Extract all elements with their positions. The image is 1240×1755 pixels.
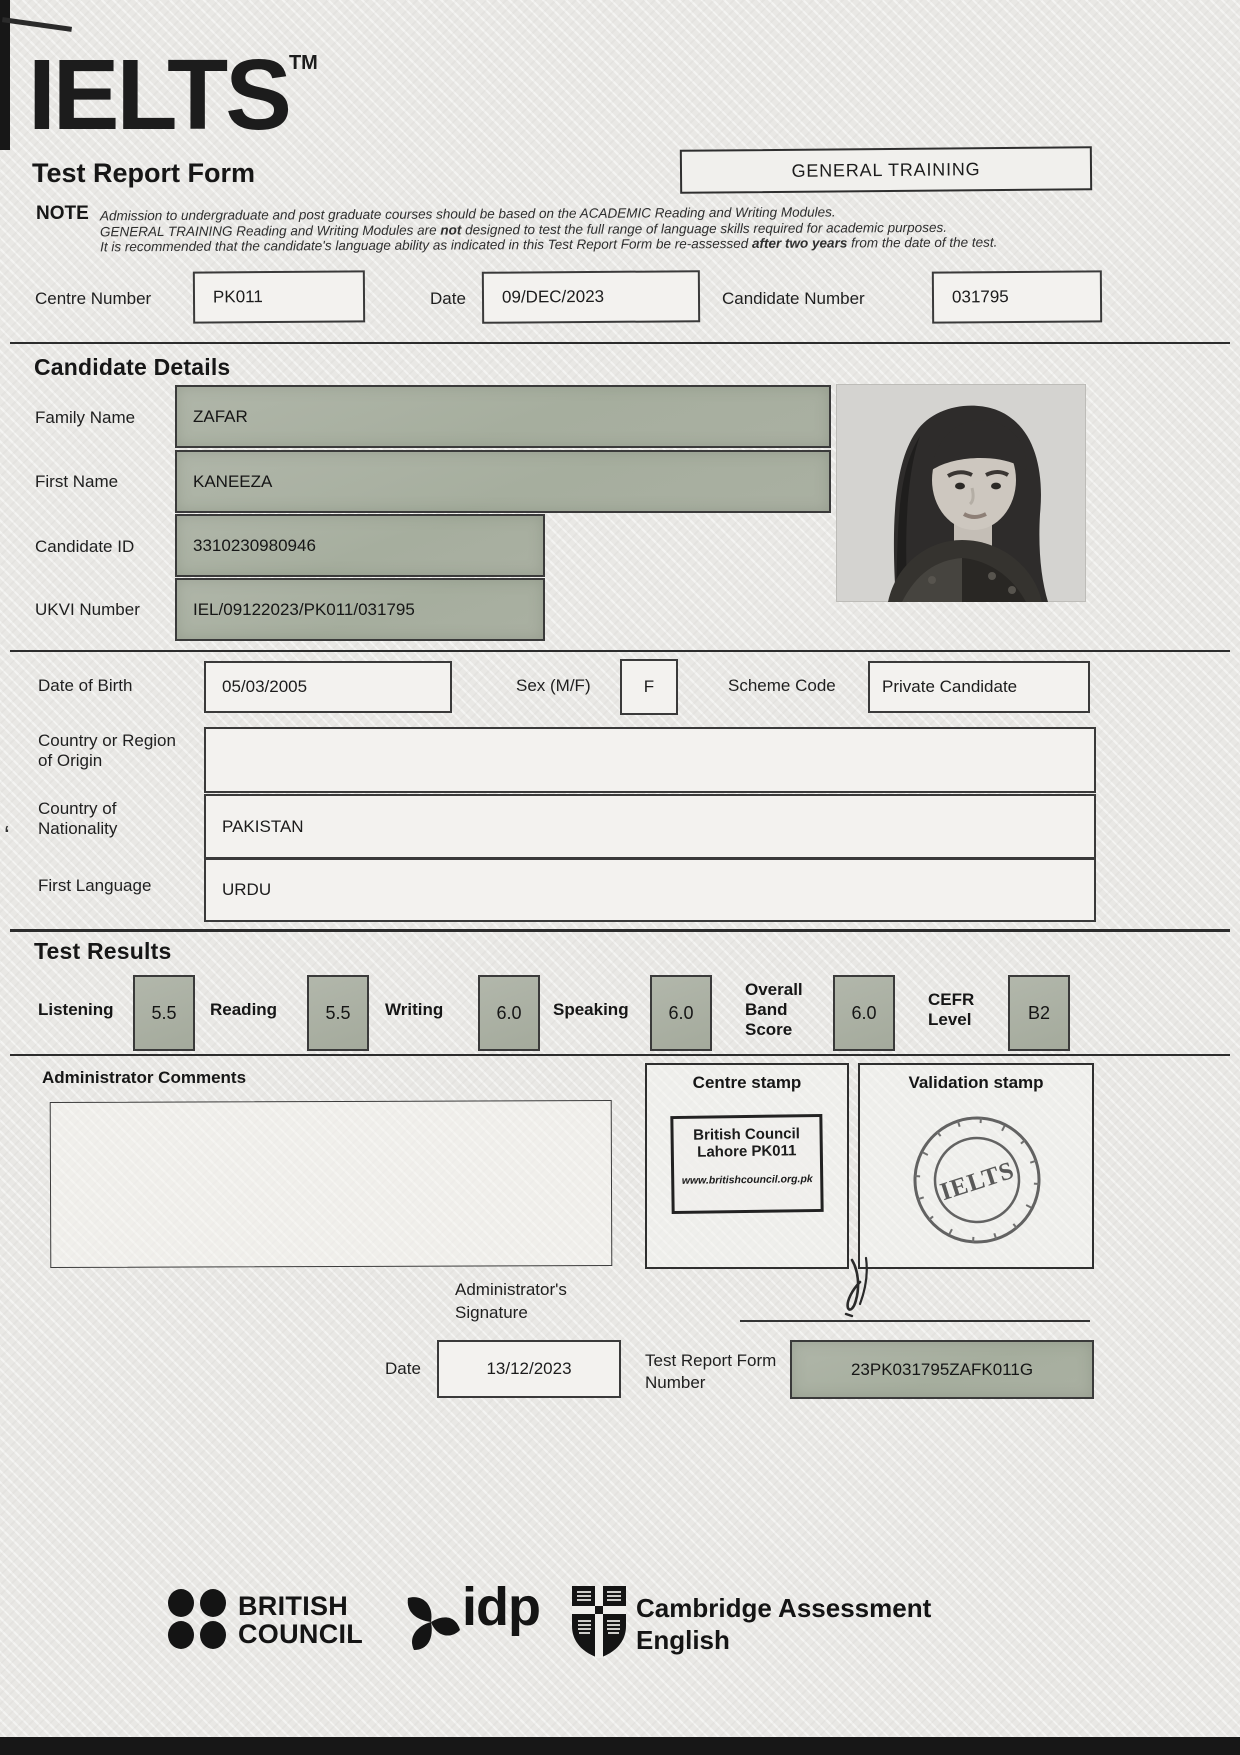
sex-field: F [620,659,678,715]
date-of-birth-field: 05/03/2005 [204,661,452,713]
first-language-field: URDU [204,858,1096,922]
british-council-wordmark: BRITISH COUNCIL [238,1591,364,1649]
section-divider [10,342,1230,344]
signature-line [740,1320,1090,1322]
section-divider [10,929,1230,932]
issue-date-label: Date [385,1359,421,1378]
ukvi-number-field: IEL/09122023/PK011/031795 [175,578,545,641]
first-name-label: First Name [35,472,119,491]
idp-logo [398,1586,464,1661]
reading-score: 5.5 [307,975,369,1051]
trf-number-label: Test Report Form Number [645,1351,777,1392]
origin-label: Country or Region of Origin [38,731,176,770]
sex-label: Sex (M/F) [516,676,591,695]
administrator-comments-label: Administrator Comments [42,1068,247,1087]
ielts-validation-stamp [882,1085,1071,1274]
ukvi-number-label: UKVI Number [35,600,140,619]
speaking-label: Speaking [553,1000,629,1019]
note-line-3: It is recommended that the candidate's language ability as indicated in this Test Report Form be re-assessed after two years from the date of the test. [100,234,998,255]
note-label: NOTE [36,203,89,224]
centre-stamp-label: Centre stamp [692,1073,802,1092]
centre-stamp-text: British Council Lahore PK011 [693,1125,801,1161]
centre-number-label: Centre Number [35,289,152,308]
centre-stamp-imprint [670,1114,823,1214]
cambridge-shield-icon [570,1584,628,1660]
cambridge-wordmark: Cambridge Assessment English [636,1593,932,1655]
scan-speck: ‘ [4,820,10,850]
nationality-label: Country of Nationality [38,799,118,838]
scan-mark-top-left [2,17,72,32]
date-of-birth-label: Date of Birth [38,676,133,695]
candidate-id-field: 3310230980946 [175,514,545,577]
listening-label: Listening [38,1000,114,1019]
scheme-code-field: Private Candidate [868,661,1090,713]
module-badge-label: GENERAL TRAINING [791,158,981,181]
administrator-signature-label: Administrator's Signature [455,1280,567,1322]
validation-stamp-box [858,1063,1094,1269]
note-text [100,204,998,255]
idp-leaf-icon [398,1586,464,1656]
candidate-number-field: 031795 [932,270,1102,323]
candidate-details-heading: Candidate Details [34,354,231,380]
trf-number-field: 23PK031795ZAFK011G [790,1340,1094,1399]
family-name-label: Family Name [35,408,136,427]
validation-stamp-label: Validation stamp [908,1073,1044,1092]
svg-text:IELTS: IELTS [936,1156,1018,1207]
british-council-dots-icon [166,1586,230,1652]
date-label: Date [430,289,466,308]
writing-score: 6.0 [478,975,540,1051]
reading-label: Reading [210,1000,278,1019]
section-divider [10,1054,1230,1056]
listening-score: 5.5 [133,975,195,1051]
candidate-photo-image [836,384,1086,602]
centre-stamp-box [645,1063,849,1269]
cambridge-logo [570,1584,628,1665]
family-name-field: ZAFAR [175,385,831,448]
scheme-code-label: Scheme Code [728,676,836,695]
section-divider [10,650,1230,652]
first-name-field: KANEEZA [175,450,831,513]
overall-band-score-label: Overall Band Score [745,980,803,1039]
british-council-logo [166,1586,230,1657]
note-line-1: Admission to undergraduate and post graduate courses should be based on the ACADEMIC Reading and Writing Modules. [99,204,836,224]
module-badge [680,146,1092,194]
administrator-signature [822,1252,892,1322]
test-results-heading: Test Results [34,938,172,964]
speaking-score: 6.0 [650,975,712,1051]
form-title: Test Report Form [32,158,256,188]
nationality-field: PAKISTAN [204,794,1096,859]
cefr-level-value: B2 [1008,975,1070,1051]
scan-edge-bottom [0,1737,1240,1755]
test-date-field: 09/DEC/2023 [482,270,700,324]
ielts-logo: IELTS™ [28,39,318,151]
candidate-number-label: Candidate Number [722,289,865,308]
trademark-symbol: TM [288,52,318,74]
writing-label: Writing [385,1000,444,1019]
centre-stamp-url: www.britishcouncil.org.pk [681,1173,813,1187]
note-line-2: GENERAL TRAINING Reading and Writing Modules are not designed to test the full range of language skills required for academic purposes. [99,219,947,239]
administrator-comments-box [50,1100,613,1268]
first-language-label: First Language [38,876,152,895]
overall-band-score: 6.0 [833,975,895,1051]
idp-wordmark: idp [462,1577,540,1637]
centre-number-field: PK011 [193,270,365,323]
origin-field [204,727,1096,793]
candidate-photo [836,384,1086,602]
candidate-id-label: Candidate ID [35,537,135,556]
issue-date-field: 13/12/2023 [437,1340,621,1398]
cefr-level-label: CEFR Level [928,990,975,1029]
